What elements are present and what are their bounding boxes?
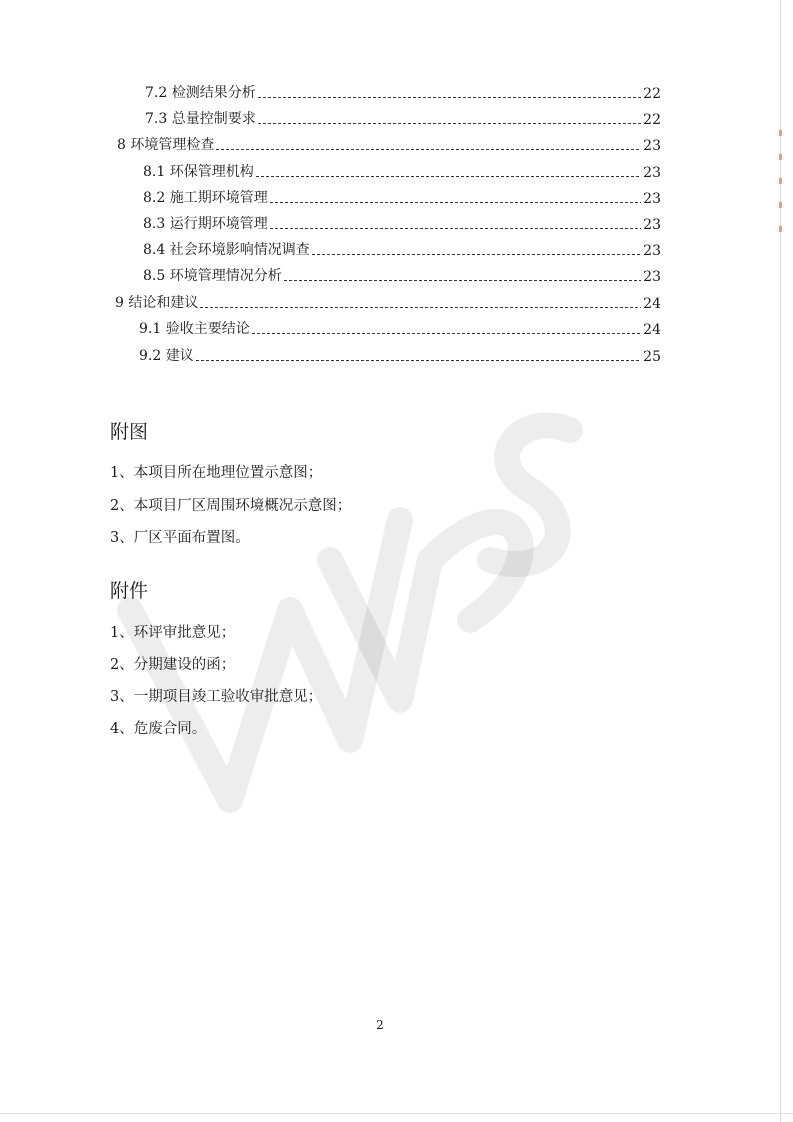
toc-entry-label: 9 结论和建议 xyxy=(115,295,199,311)
attachment-list-item: 1、环评审批意见； xyxy=(110,625,236,641)
toc-leader xyxy=(196,353,641,361)
toc-entry-page: 22 xyxy=(643,112,661,128)
toc-leader xyxy=(270,221,641,229)
page-number: 2 xyxy=(376,1018,384,1032)
figure-list-item: 2、本项目厂区周围环境概况示意图； xyxy=(110,498,352,514)
attachment-list-item: 3、一期项目竣工验收审批意见； xyxy=(110,689,323,705)
toc-entry-label: 8.1 环保管理机构 xyxy=(143,164,254,180)
toc-leader xyxy=(258,90,641,98)
toc-entry-label: 8 环境管理检查 xyxy=(117,137,215,153)
toc-entry-page: 22 xyxy=(643,86,661,102)
toc-entry-page: 23 xyxy=(643,138,661,154)
toc-leader xyxy=(252,326,641,334)
toc-entry-label: 7.2 检测结果分析 xyxy=(145,85,256,101)
toc-entry xyxy=(143,183,661,207)
toc-entry xyxy=(145,104,661,128)
toc-entry-label: 8.4 社会环境影响情况调查 xyxy=(143,242,310,258)
toc-entry-label: 8.5 环境管理情况分析 xyxy=(143,268,282,284)
attachments-heading: 附件 xyxy=(110,580,149,602)
toc-entry-page: 23 xyxy=(643,217,661,233)
toc-entry xyxy=(115,288,661,312)
toc-entry-page: 23 xyxy=(643,165,661,181)
toc-entry-page: 25 xyxy=(643,349,661,365)
toc-leader xyxy=(258,116,641,124)
figures-heading: 附图 xyxy=(110,421,149,443)
toc-leader xyxy=(284,273,641,281)
toc-entry xyxy=(139,341,661,365)
toc-entry xyxy=(117,130,661,154)
scan-red-marks xyxy=(779,130,785,250)
toc-entry-label: 8.2 施工期环境管理 xyxy=(143,190,268,206)
toc-leader xyxy=(270,195,641,203)
toc-leader xyxy=(256,169,641,177)
toc-entry xyxy=(139,314,661,338)
toc-entry-label: 9.1 验收主要结论 xyxy=(139,321,250,337)
toc-entry-label: 7.3 总量控制要求 xyxy=(145,111,256,127)
scan-bottom-line xyxy=(0,1113,793,1114)
toc-entry-page: 24 xyxy=(643,322,661,338)
toc-entry-label: 9.2 建议 xyxy=(139,348,194,364)
toc-entry-page: 23 xyxy=(643,269,661,285)
toc-entry-page: 23 xyxy=(643,191,661,207)
toc-entry xyxy=(143,261,661,285)
toc-entry xyxy=(143,209,661,233)
toc-entry xyxy=(143,157,661,181)
toc-leader xyxy=(216,142,641,150)
toc-entry-page: 24 xyxy=(643,296,661,312)
toc-leader xyxy=(200,300,641,308)
figure-list-item: 1、本项目所在地理位置示意图； xyxy=(110,465,323,481)
toc-entry-label: 8.3 运行期环境管理 xyxy=(143,216,268,232)
toc-entry xyxy=(143,235,661,259)
toc-entry xyxy=(145,78,661,102)
toc-entry-page: 23 xyxy=(643,243,661,259)
attachment-list-item: 4、危废合同。 xyxy=(110,721,207,737)
figure-list-item: 3、厂区平面布置图。 xyxy=(110,530,250,546)
toc-leader xyxy=(312,247,641,255)
attachment-list-item: 2、分期建设的函； xyxy=(110,657,236,673)
